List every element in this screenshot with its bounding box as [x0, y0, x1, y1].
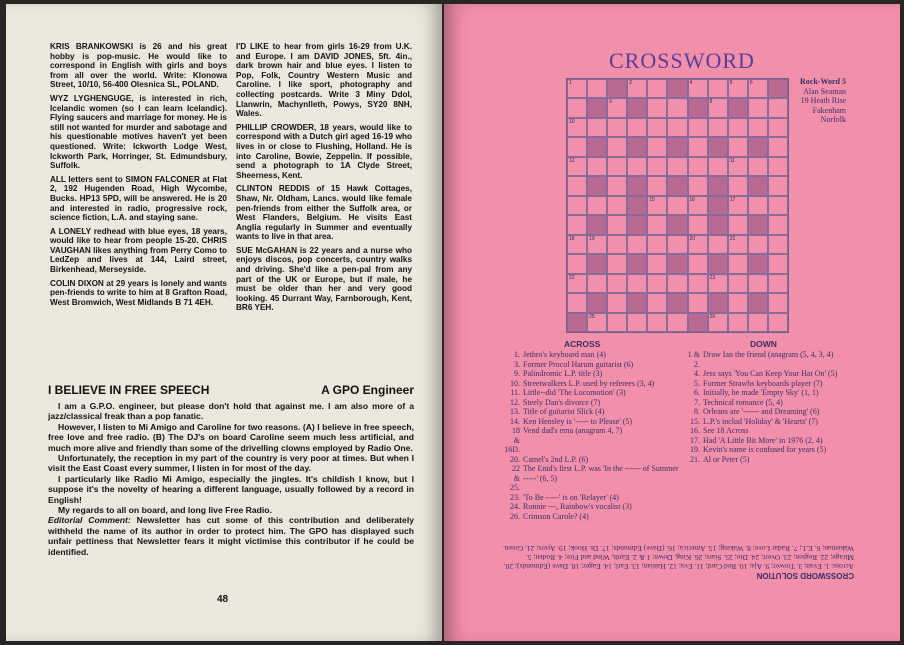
crossword-square	[688, 215, 708, 234]
crossword-square	[607, 98, 627, 117]
crossword-square	[768, 176, 788, 195]
clue-text: Technical romance (5, 4)	[703, 397, 783, 407]
crossword-square	[647, 254, 667, 273]
clue-text: Al or Peter (5)	[703, 454, 750, 464]
clue-item	[684, 379, 862, 389]
crossword-square	[768, 274, 788, 293]
crossword-block	[667, 254, 687, 273]
editorial-label: Editorial Comment:	[48, 515, 131, 526]
crossword-credit	[794, 77, 846, 125]
article-title: I BELIEVE IN FREE SPEECH	[48, 383, 210, 397]
clue-item	[684, 436, 862, 446]
crossword-square	[667, 196, 687, 215]
crossword-square	[748, 98, 768, 117]
crossword-square	[728, 293, 748, 312]
article-heading	[48, 383, 414, 401]
crossword-square	[647, 293, 667, 312]
crossword-square	[688, 176, 708, 195]
clue-number: 8	[709, 99, 713, 106]
crossword-square	[607, 293, 627, 312]
clue-number-label: 18 & 16D.	[504, 426, 520, 454]
crossword-square	[667, 98, 687, 117]
crossword-square	[708, 157, 728, 176]
crossword-square	[768, 157, 788, 176]
crossword-square	[728, 137, 748, 156]
crossword-square	[768, 98, 788, 117]
clue-number-label: 3.	[514, 359, 520, 369]
crossword-square	[768, 137, 788, 156]
crossword-title: CROSSWORD	[609, 48, 755, 73]
crossword-square	[647, 313, 667, 332]
clue-number-label: 17.	[690, 435, 700, 445]
crossword-block	[667, 293, 687, 312]
crossword-square	[728, 118, 748, 137]
clue-number-label: 14.	[510, 416, 520, 426]
clue-number: 23	[709, 274, 716, 281]
crossword-square	[587, 196, 607, 215]
crossword-square	[587, 79, 607, 98]
crossword-square	[667, 157, 687, 176]
clue-item	[504, 417, 682, 427]
crossword-square	[748, 235, 768, 254]
solution-text: Across: 1. Evan; 3. Trower; 9. Aja; 10. Red Card; 11. Eva; 12. Haitian; 13. Earl; 14. Eager; 18. Dave (Edmunds); 20. Mirage; 22. Region; 23. Overt; 24. Dio; 25. Stars; 26. King. Down: 1 & 2. Earth, Wind and Fire; 4. Roden; 5. Wakeman; 6. E.J.; 7. Radar Love; 8. Waking; 15. America; 16. (Dave) Edmunds; 17. Dr. Hook; 19. Ayers; 21. Green.	[502, 544, 854, 571]
crossword-block	[627, 176, 647, 195]
crossword-block	[627, 196, 647, 215]
crossword-square	[708, 98, 728, 117]
crossword-block	[748, 293, 768, 312]
clue-item	[684, 388, 862, 398]
crossword-block	[667, 176, 687, 195]
clue-number-label: 12.	[510, 397, 520, 407]
penpal-column-left	[50, 42, 227, 311]
crossword-square	[768, 313, 788, 332]
credit-line: Alan Seaman	[803, 86, 846, 96]
clue-text: Streetwalkers L.P. used by referees (3, 4)	[523, 378, 655, 388]
crossword-block	[688, 98, 708, 117]
crossword-block	[667, 79, 687, 98]
crossword-block	[688, 313, 708, 332]
clue-item	[684, 417, 862, 427]
article-paragraph: My regards to all on board, and long live Free Radio.	[58, 505, 272, 516]
crossword-square	[567, 274, 587, 293]
page-number: 48	[217, 594, 229, 605]
clue-item	[504, 455, 682, 465]
clue-text: Steely Dan's divorce (7)	[523, 397, 601, 407]
crossword-square	[728, 313, 748, 332]
crossword-square	[688, 157, 708, 176]
crossword-square	[728, 254, 748, 273]
clue-item	[684, 369, 862, 379]
clue-text: The Enid's first L.P. was 'In the ------ of Summer -----' (6, 5)	[523, 464, 679, 483]
crossword-square	[627, 274, 647, 293]
crossword-square	[607, 313, 627, 332]
clue-number-label: 7.	[694, 397, 700, 407]
clue-text: Crimson Carole? (4)	[523, 511, 589, 521]
crossword-square	[688, 293, 708, 312]
crossword-block	[587, 293, 607, 312]
crossword-block	[708, 196, 728, 215]
crossword-square	[667, 313, 687, 332]
crossword-square	[748, 79, 768, 98]
clue-number-label: 21.	[690, 454, 700, 464]
crossword-square	[748, 313, 768, 332]
clue-number: 15	[649, 196, 655, 203]
clue-number-label: 4.	[694, 369, 700, 378]
crossword-block	[607, 79, 627, 98]
penpal-entry: I'D LIKE to hear from girls 16-29 from U.K. and Europe. I am DAVID JONES, 5ft. 4in., dark brown hair and blue eyes. I listen to Pop, Folk, Country Western Music and Caroline. I like sport, photography and collecting postcards. Write 3 Miny Ddol, Llanwrin, Machynlleth, Powys, SY20 8NH, Wales.	[236, 42, 412, 119]
clue-number: 19	[589, 235, 595, 242]
solution-title: CROSSWORD SOLUTION	[756, 571, 854, 580]
clue-text: Kevin's name is confused for years (5)	[703, 445, 827, 454]
crossword-square	[627, 313, 647, 332]
crossword-square	[688, 254, 708, 273]
article-author: A GPO Engineer	[321, 383, 414, 397]
crossword-square	[667, 118, 687, 137]
crossword-square	[748, 196, 768, 215]
clue-item	[504, 360, 682, 370]
clue-number: 5	[729, 80, 733, 86]
crossword-square	[567, 215, 587, 234]
clue-item	[684, 350, 862, 369]
clue-number: 2	[629, 80, 633, 86]
clue-item	[504, 502, 682, 512]
crossword-square	[728, 215, 748, 234]
crossword-square	[607, 157, 627, 176]
crossword-square	[728, 79, 748, 98]
crossword-block	[708, 293, 728, 312]
clue-number-label: 26.	[510, 511, 520, 521]
crossword-block	[708, 137, 728, 156]
crossword-square	[567, 176, 587, 195]
crossword-square	[728, 274, 748, 293]
crossword-square	[647, 157, 667, 176]
clue-number-label: 9.	[514, 369, 520, 378]
article-paragraph: I particularly like Radio Mi Amigo, especially the jingles. It's childish I know, but I suppose it's the novelty of hearing a different language, usually followed by a record in English!	[48, 473, 414, 505]
crossword-block	[728, 98, 748, 117]
crossword-square	[647, 215, 667, 234]
clue-item	[684, 407, 862, 417]
crossword-square	[567, 98, 587, 117]
clue-number-label: 1.	[514, 350, 520, 359]
crossword-square	[728, 176, 748, 195]
crossword-square	[728, 235, 748, 254]
article-paragraph: Unfortunately, the reception in my part of the country is very poor at times. But when I visit the East Coast every summer, I listen in for most of the day.	[48, 453, 414, 474]
clue-text: Palindromic L.P. title (3)	[523, 369, 603, 378]
crossword-solution-upside-down	[502, 544, 854, 580]
crossword-block	[627, 254, 647, 273]
crossword-square	[748, 118, 768, 137]
crossword-grid	[566, 78, 789, 333]
clue-number-label: 10.	[510, 378, 520, 388]
clue-item	[504, 407, 682, 417]
crossword-square	[768, 196, 788, 215]
crossword-square	[587, 157, 607, 176]
crossword-block	[587, 215, 607, 234]
crossword-square	[567, 254, 587, 273]
crossword-square	[688, 118, 708, 137]
crossword-square	[647, 79, 667, 98]
clue-number-label: 20.	[510, 454, 520, 464]
clue-number-label: 1 & 2.	[687, 350, 700, 369]
crossword-square	[647, 176, 667, 195]
credit-line: Fakenham	[812, 105, 846, 115]
crossword-square	[748, 157, 768, 176]
crossword-block	[708, 176, 728, 195]
clue-text: Ronnie ---, Rainbow's vocalist (3)	[523, 502, 632, 511]
crossword-block	[708, 215, 728, 234]
clue-item	[504, 464, 682, 493]
crossword-square	[667, 235, 687, 254]
crossword-square	[567, 118, 587, 137]
crossword-block	[587, 254, 607, 273]
clue-text: Little--did 'The Locomotion' (3)	[523, 388, 626, 397]
crossword-block	[627, 215, 647, 234]
clue-number-label: 13.	[510, 407, 520, 416]
penpal-entry: COLIN DIXON at 29 years is lonely and wants pen-friends to write to him at 8 Grafton Road, West Bromwich, West Midlands B 71 4EH.	[50, 278, 227, 307]
crossword-square	[607, 176, 627, 195]
crossword-square	[667, 274, 687, 293]
penpal-column-right	[236, 42, 412, 317]
crossword-square	[567, 293, 587, 312]
crossword-square	[688, 79, 708, 98]
clue-number: 17	[729, 196, 736, 203]
clue-item	[504, 512, 682, 522]
crossword-square	[768, 254, 788, 273]
clue-item	[504, 398, 682, 408]
clue-text: L.P.'s includ 'Holiday' & 'Hearts' (7)	[703, 416, 818, 426]
crossword-square	[587, 235, 607, 254]
clue-text: Camel's 2nd L.P. (6)	[523, 454, 589, 464]
crossword-square	[647, 118, 667, 137]
crossword-square	[708, 118, 728, 137]
crossword-square	[647, 98, 667, 117]
credit-line: 19 Heath Rise	[800, 96, 846, 106]
clue-text: Vend dad's emu (anagram 4, 7)	[523, 426, 623, 435]
left-page	[6, 4, 442, 641]
clue-text: Jess says 'You Can Keep Your Hat On' (5)	[703, 369, 838, 378]
clue-number: 16	[689, 196, 696, 203]
crossword-square	[607, 254, 627, 273]
clue-item	[504, 369, 682, 379]
crossword-square	[607, 235, 627, 254]
clue-text: See 18 Across	[703, 426, 749, 435]
crossword-square	[627, 235, 647, 254]
clue-number: 18	[569, 235, 575, 242]
clue-item	[684, 455, 862, 465]
penpal-entry: PHILLIP CROWDER, 18 years, would like to correspond with a Dutch girl aged 16-19 who lives in or close to Flushing, Holland. He is into Caroline, Bowie, Zeppelin. If possible, send a photograph to 1A Clyde Street, Sheerness, Kent.	[236, 122, 412, 180]
clue-number: 22	[569, 274, 575, 281]
clue-number-label: 19.	[690, 445, 700, 454]
crossword-square	[567, 157, 587, 176]
crossword-square	[567, 235, 587, 254]
across-heading: ACROSS	[564, 339, 601, 349]
clue-text: Jethro's keyboard man (4)	[523, 350, 606, 359]
crossword-square	[647, 137, 667, 156]
clue-number-label: 22 & 25.	[510, 464, 520, 492]
clue-text: Title of guitarist Slick (4)	[523, 407, 605, 416]
crossword-square	[768, 293, 788, 312]
crossword-block	[627, 98, 647, 117]
crossword-block	[587, 98, 607, 117]
clue-number: 9	[609, 99, 612, 106]
crossword-square	[627, 118, 647, 137]
crossword-square	[587, 274, 607, 293]
clue-number-label: 5.	[694, 378, 700, 388]
crossword-square	[567, 196, 587, 215]
crossword-square	[587, 118, 607, 137]
clue-number: 12	[569, 157, 575, 164]
penpal-entry: A LONELY redhead with blue eyes, 18 years, would like to hear from people 15-20. CHRIS VAUGHAN likes anything from Perry Como to LedZep and lives at 144, Laird street, Birkenhead, Merseyside.	[50, 226, 227, 275]
crossword-block	[587, 137, 607, 156]
crossword-square	[567, 79, 587, 98]
clue-item	[504, 426, 682, 455]
crossword-square	[688, 196, 708, 215]
clue-item	[684, 398, 862, 408]
right-page	[444, 4, 900, 641]
editorial-text: Newsletter has cut some of this contribution and deliberately withheld the name of its author in order to protect him. The GPO has displayed such unfair pettiness that Newsletter fears it might victimise this contributor if he could be identified.	[48, 515, 414, 557]
crossword-block	[667, 215, 687, 234]
clue-number-label: 15.	[690, 416, 700, 426]
crossword-square	[607, 118, 627, 137]
article-body	[48, 401, 414, 557]
crossword-block	[748, 137, 768, 156]
crossword-square	[688, 274, 708, 293]
article-paragraph: I am a G.P.O. engineer, but please don't hold that against me. I am also more of a jazz/classical freak than a pop fanatic.	[48, 401, 414, 422]
clue-number: 6	[749, 80, 753, 86]
article-paragraph: However, I listen to Mi Amigo and Caroline for two reasons. (A) I believe in free speech, free love and free radio. (B) The DJ's on board Caroline seem much less artificial, and much more alive and friendly than some of the drivelling clowns employed by Radio One.	[48, 421, 414, 453]
clue-number: 25	[589, 313, 595, 320]
crossword-square	[708, 313, 728, 332]
clue-number-label: 11.	[510, 388, 520, 397]
clue-item	[504, 350, 682, 360]
crossword-block	[567, 313, 587, 332]
crossword-square	[607, 137, 627, 156]
clue-text: Orleans are '------ and Dreaming' (6)	[703, 407, 820, 416]
crossword-block	[748, 254, 768, 273]
crossword-square	[607, 215, 627, 234]
crossword-square	[607, 274, 627, 293]
clue-number: 1	[569, 80, 572, 86]
clue-text: Had 'A Little Bit More' in 1976 (2, 4)	[703, 435, 823, 445]
clue-item	[684, 445, 862, 455]
clue-text: Draw Ian the friend (anagram (5, 4, 3, 4)	[703, 350, 834, 359]
penpal-entry: KRIS BRANKOWSKI is 26 and his great hobby is pop-music. He would like to correspond in English with girls and boys from all over the world. Write: Klonowa Street, 10/10, 56-400 Olesnica SL, POLAND.	[50, 42, 227, 90]
crossword-square	[768, 215, 788, 234]
clue-item	[504, 379, 682, 389]
crossword-block	[768, 79, 788, 98]
clue-item	[684, 426, 862, 436]
clue-number: 11	[729, 157, 735, 164]
clue-number: 26	[709, 313, 716, 320]
clue-number: 10	[569, 118, 575, 125]
clue-item	[504, 493, 682, 503]
credit-line: Rock-Word 5	[800, 77, 846, 86]
crossword-square	[627, 79, 647, 98]
crossword-square	[647, 196, 667, 215]
crossword-block	[748, 176, 768, 195]
clue-number: 4	[689, 80, 693, 86]
crossword-square	[768, 118, 788, 137]
down-heading: DOWN	[750, 339, 777, 349]
crossword-square	[748, 274, 768, 293]
crossword-square	[708, 79, 728, 98]
clue-text: Former Strawbs keyboards player (7)	[703, 378, 823, 388]
across-clues	[504, 350, 682, 521]
crossword-square	[768, 235, 788, 254]
crossword-square	[587, 313, 607, 332]
clue-text: Initially, he made 'Empty Sky' (1, 1)	[703, 388, 819, 397]
crossword-square	[728, 157, 748, 176]
clue-number: 20	[689, 235, 696, 242]
clue-number-label: 6.	[694, 388, 700, 397]
crossword-square	[647, 274, 667, 293]
clue-number-label: 24.	[510, 502, 520, 511]
credit-line: Norfolk	[820, 115, 846, 125]
crossword-square	[567, 137, 587, 156]
down-clues	[684, 350, 862, 464]
clue-number-label: 16.	[690, 426, 700, 435]
crossword-square	[708, 274, 728, 293]
crossword-block	[748, 215, 768, 234]
crossword-square	[708, 235, 728, 254]
penpal-entry: CLINTON REDDIS of 15 Hawk Cottages, Shaw, Nr. Oldham, Lancs. would like female pen-friends from either the Suffolk area, or West Flanders, Belgium. He visits East Anglia regularly in Summer and eventually wants to live in that area.	[236, 184, 412, 242]
crossword-block	[587, 176, 607, 195]
crossword-square	[688, 235, 708, 254]
crossword-block	[667, 137, 687, 156]
penpal-entry: SUE McGAHAN is 22 years and a nurse who enjoys discos, pop concerts, country walks and driving. She'd like a pen-pal from any part of the UK or Europe, but if male, he must be older than her and very good looking. 45 Durrant Way, Farnborough, Kent, BR6 YEH.	[236, 245, 412, 313]
crossword-block	[627, 137, 647, 156]
penpal-entry: ALL letters sent to SIMON FALCONER at Flat 2, 192 Hugenden Road, High Wycombe, Bucks. HP13 5PD, will be answered. He is 20 and interested in radio, progressive rock, science fiction, L.A. and staying sane.	[50, 174, 227, 223]
clue-text: 'To Be -----' is on 'Relayer' (4)	[523, 492, 619, 502]
crossword-block	[627, 293, 647, 312]
crossword-square	[688, 137, 708, 156]
clue-number-label: 23.	[510, 492, 520, 502]
clue-text: Ken Hensley is '----- to Please' (5)	[523, 416, 633, 426]
crossword-square	[607, 196, 627, 215]
crossword-square	[728, 196, 748, 215]
penpal-entry: WYZ LYGHENGUGE, is interested in rich, Icelandic women (so I can learn Icelandic). Flying saucers and marriage for money. He is still not wanted for murder and sabotage and his questionable motives haven't yet been questioned. Write: Ickworth Lodge West, Ickworth Park, Horringer, St. Edmundsbury, Suffolk.	[50, 93, 227, 171]
crossword-block	[708, 254, 728, 273]
clue-number-label: 8.	[694, 407, 700, 416]
clue-number: 21	[729, 235, 736, 242]
editorial-comment	[48, 515, 414, 557]
crossword-square	[627, 157, 647, 176]
crossword-square	[647, 235, 667, 254]
clue-text: Former Procol Harum guitarist (6)	[523, 359, 634, 369]
clue-item	[504, 388, 682, 398]
